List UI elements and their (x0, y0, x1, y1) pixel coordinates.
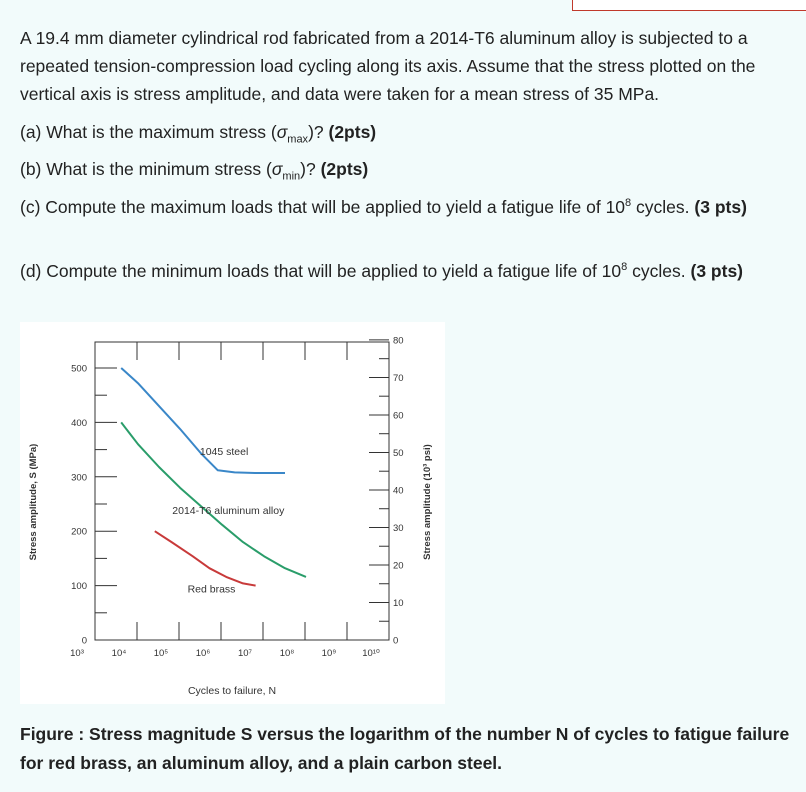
y-left-tick-label: 100 (71, 581, 87, 593)
x-tick-label: 10³ (70, 648, 84, 659)
label-aluminum-alloy: 2014-T6 aluminum alloy (172, 504, 285, 517)
sigma-subscript: min (282, 170, 301, 183)
label-red-brass: Red brass (187, 583, 236, 596)
part-a-points: (2pts) (328, 122, 377, 142)
y-left-tick-label: 200 (71, 526, 87, 538)
part-d-text: (d) Compute the minimum loads that will be applied to yield a fatigue life of 10 (20, 261, 622, 281)
part-a-suffix: )? (308, 122, 329, 142)
question-part-a (20, 118, 792, 146)
x-tick-label: 10⁶ (195, 648, 211, 659)
answer-box-edge (572, 0, 806, 11)
y-axis-label-right: Stress amplitude (10³ psi) (422, 444, 433, 560)
part-d-suffix: cycles. (627, 261, 691, 281)
part-c-suffix: cycles. (631, 197, 695, 217)
y-right-tick-label: 60 (393, 410, 404, 422)
plot-frame (95, 342, 389, 640)
question-part-d (20, 257, 792, 285)
y-left-tick-label: 400 (71, 417, 87, 429)
figure-caption: Figure : Stress magnitude S versus the logarithm of the number N of cycles to fatigue failure for red brass, an aluminum alloy, and a plain carbon steel. (20, 724, 790, 773)
problem-intro: A 19.4 mm diameter cylindrical rod fabricated from a 2014-T6 aluminum alloy is subjected to a repeated tension-compression load cycling along its axis. Assume that the stress plotted on the vertical axis is stress amplitude, and data were taken for a mean stress of 35 MPa. (20, 28, 756, 104)
exponent: 8 (621, 261, 628, 274)
y-right-tick-label: 80 (393, 335, 404, 347)
part-a-text: (a) What is the maximum stress ( (20, 122, 277, 142)
x-tick-label: 10¹⁰ (362, 648, 380, 659)
label-1045-steel: 1045 steel (199, 446, 249, 459)
x-axis-label: Cycles to failure, N (187, 685, 277, 697)
y-right-tick-label: 0 (393, 635, 399, 647)
sn-curve-chart (20, 322, 445, 704)
part-b-suffix: )? (300, 159, 321, 179)
x-tick-label: 10⁷ (237, 648, 253, 659)
x-tick-label: 10⁴ (111, 648, 127, 659)
y-right-tick-label: 10 (393, 597, 404, 609)
part-c-points: (3 pts) (694, 197, 747, 217)
sigma-symbol: σ (271, 159, 283, 179)
y-left-tick-label: 0 (81, 635, 87, 647)
part-b-points: (2pts) (320, 159, 369, 179)
y-left-tick-label: 300 (71, 472, 87, 484)
part-b-text: (b) What is the minimum stress ( (20, 159, 272, 179)
sigma-symbol: σ (276, 122, 288, 142)
y-axis-label-left: Stress amplitude, S (MPa) (28, 443, 39, 561)
y-right-tick-label: 20 (393, 560, 404, 572)
exponent: 8 (625, 197, 632, 210)
y-left-tick-label: 500 (71, 363, 87, 375)
x-tick-label: 10⁵ (153, 648, 169, 659)
sigma-subscript: max (287, 133, 309, 146)
y-right-tick-label: 40 (393, 485, 404, 497)
y-right-tick-label: 70 (393, 372, 404, 384)
part-d-points: (3 pts) (690, 261, 743, 281)
question-part-c (20, 193, 792, 221)
x-tick-label: 10⁹ (321, 648, 337, 659)
part-c-text: (c) Compute the maximum loads that will be applied to yield a fatigue life of 10 (20, 197, 626, 217)
x-tick-label: 10⁸ (279, 648, 295, 659)
y-right-tick-label: 50 (393, 447, 404, 459)
y-right-tick-label: 30 (393, 522, 404, 534)
question-part-b (20, 155, 792, 183)
fatigue-figure (20, 322, 445, 704)
